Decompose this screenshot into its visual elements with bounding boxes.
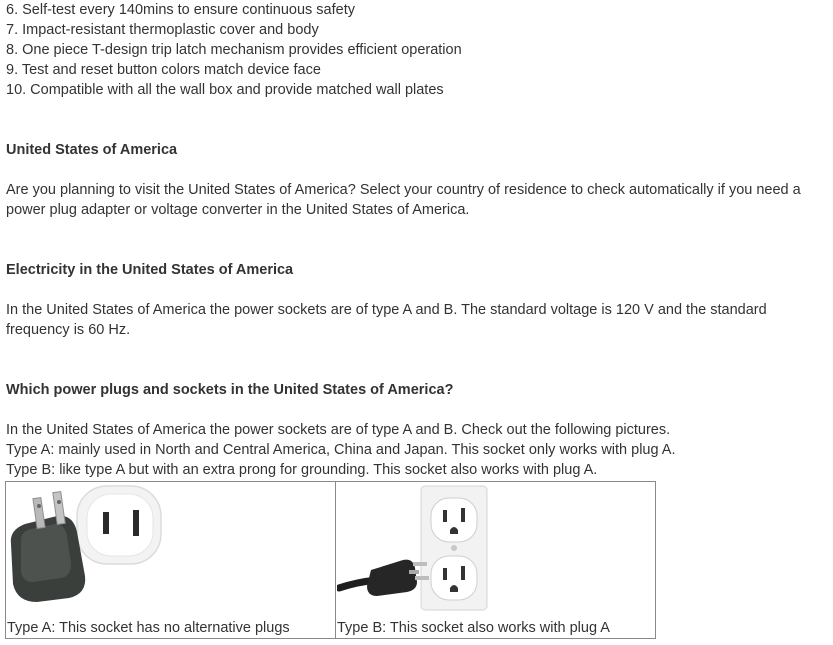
feature-item: 10. Compatible with all the wall box and provide matched wall plates bbox=[6, 82, 444, 98]
article bbox=[6, 0, 821, 480]
type-b-cell bbox=[336, 482, 656, 639]
section-body-electricity: In the United States of America the power sockets are of type A and B. The standard voltage is 120 V and the standard frequency is 60 Hz. bbox=[6, 302, 767, 338]
feature-item: 6. Self-test every 140mins to ensure continuous safety bbox=[6, 2, 355, 18]
section-heading-usa: United States of America bbox=[6, 142, 178, 158]
type-a-cell bbox=[6, 482, 336, 639]
feature-item: 9. Test and reset button colors match device face bbox=[6, 62, 321, 78]
socket-images-table bbox=[5, 481, 656, 639]
section-heading-plugs: Which power plugs and sockets in the United States of America? bbox=[6, 382, 454, 398]
section-heading-electricity: Electricity in the United States of America bbox=[6, 262, 294, 278]
section-body-usa: Are you planning to visit the United States of America? Select your country of residence to check automatically if you need a power plug adapter or voltage converter in the United States of America. bbox=[6, 182, 801, 218]
type-a-caption: Type A: This socket has no alternative plugs bbox=[7, 620, 290, 636]
type-a-plug-and-socket-icon bbox=[7, 484, 163, 602]
plugs-type-a: Type A: mainly used in North and Central America, China and Japan. This socket only works with plug A. bbox=[6, 442, 676, 458]
plugs-type-b: Type B: like type A but with an extra prong for grounding. This socket also works with plug A. bbox=[6, 462, 598, 478]
feature-item: 7. Impact-resistant thermoplastic cover and body bbox=[6, 22, 319, 38]
type-b-caption: Type B: This socket also works with plug A bbox=[337, 620, 610, 636]
type-b-plug-and-socket-icon bbox=[337, 484, 493, 612]
plugs-intro: In the United States of America the power sockets are of type A and B. Check out the following pictures. bbox=[6, 422, 671, 438]
feature-item: 8. One piece T-design trip latch mechanism provides efficient operation bbox=[6, 42, 462, 58]
